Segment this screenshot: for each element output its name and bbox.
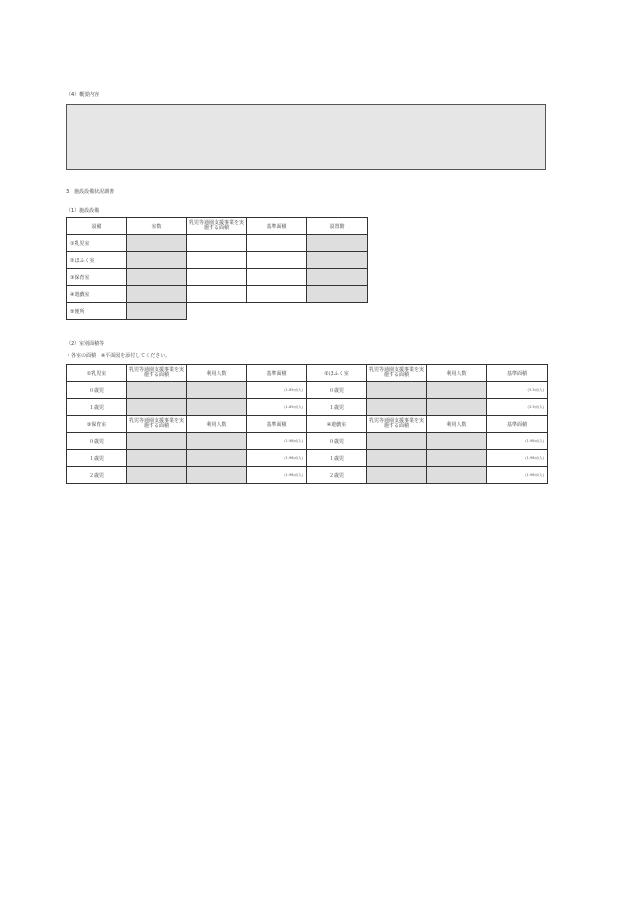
block-header-row (67, 365, 548, 382)
age-label: １歳児 (67, 399, 127, 416)
standard-area-cell[interactable] (247, 286, 307, 303)
header-floor: 設置階 (307, 218, 368, 235)
table-row (67, 450, 548, 467)
age-label: １歳児 (307, 399, 367, 416)
implement-area-cell[interactable] (127, 399, 187, 416)
header-standard-area: 基準面積 (247, 416, 307, 433)
table-row (67, 252, 368, 269)
age-label: ０歳児 (307, 433, 367, 450)
areas-note: ・各室の面積 ※平面図を添付してください。 (66, 353, 171, 359)
header-users: 利用人数 (427, 365, 487, 382)
standard-area-cell[interactable] (247, 269, 307, 286)
header-users: 利用人数 (187, 365, 247, 382)
table-row (67, 382, 548, 399)
standard-area-unit: (1.98㎡/人) (247, 433, 307, 450)
standard-area-cell[interactable] (247, 252, 307, 269)
standard-area-unit: (1.65㎡/人) (247, 382, 307, 399)
header-equipment: 設備 (67, 218, 127, 235)
age-label: ２歳児 (307, 467, 367, 484)
row-label: ④遊戯室 (67, 286, 127, 303)
table-row (67, 235, 368, 252)
users-cell[interactable] (427, 433, 487, 450)
room-count-cell[interactable] (127, 252, 187, 269)
overview-textarea[interactable] (66, 104, 546, 170)
room-count-cell[interactable] (127, 235, 187, 252)
room-label: ④遊戯室 (307, 416, 367, 433)
room-area-table (66, 364, 548, 484)
room-label: ②ほふく室 (307, 365, 367, 382)
implement-area-cell[interactable] (187, 252, 247, 269)
age-label: ０歳児 (67, 433, 127, 450)
users-cell[interactable] (427, 467, 487, 484)
age-label: １歳児 (67, 450, 127, 467)
standard-area-unit: (1.65㎡/人) (247, 399, 307, 416)
implement-area-cell[interactable] (367, 467, 427, 484)
row-label: ②ほふく室 (67, 252, 127, 269)
table-row (67, 303, 368, 320)
room-count-cell[interactable] (127, 286, 187, 303)
row-label: ①乳児室 (67, 235, 127, 252)
section4-title: （4）概要内容 (66, 92, 100, 98)
room-label: ③保育室 (67, 416, 127, 433)
floor-cell[interactable] (307, 252, 368, 269)
users-cell[interactable] (187, 399, 247, 416)
implement-area-cell[interactable] (187, 286, 247, 303)
table-row (67, 433, 548, 450)
standard-area-unit: (1.98㎡/人) (247, 450, 307, 467)
implement-area-cell[interactable] (367, 382, 427, 399)
header-users: 利用人数 (187, 416, 247, 433)
room-label: ①乳児室 (67, 365, 127, 382)
implement-area-cell[interactable] (127, 433, 187, 450)
users-cell[interactable] (187, 433, 247, 450)
implement-area-cell[interactable] (127, 382, 187, 399)
header-standard-area: 基準面積 (247, 365, 307, 382)
standard-area-unit: (3.3㎡/人) (487, 382, 548, 399)
standard-area-unit: (1.98㎡/人) (487, 433, 548, 450)
age-label: １歳児 (307, 450, 367, 467)
standard-area-unit: (1.98㎡/人) (247, 467, 307, 484)
header-implement-area: 乳児等通園支援事業を実施する面積 (127, 365, 187, 382)
floor-cell[interactable] (307, 286, 368, 303)
implement-area-cell[interactable] (367, 433, 427, 450)
users-cell[interactable] (187, 467, 247, 484)
section3-title: 3 施設設備状況調書 (66, 189, 115, 195)
room-count-cell[interactable] (127, 269, 187, 286)
table-row (67, 286, 368, 303)
age-label: ０歳児 (67, 382, 127, 399)
users-cell[interactable] (427, 382, 487, 399)
users-cell[interactable] (427, 399, 487, 416)
floor-cell[interactable] (307, 235, 368, 252)
implement-area-cell[interactable] (127, 450, 187, 467)
age-label: ０歳児 (307, 382, 367, 399)
room-count-cell[interactable] (127, 303, 187, 320)
standard-area-unit: (1.98㎡/人) (487, 450, 548, 467)
facilities-subtitle: （1）施設設備 (66, 208, 100, 214)
table-row (67, 269, 368, 286)
header-standard-area: 基準面積 (487, 365, 548, 382)
header-implement-area: 乳児等通園支援事業を実施する面積 (367, 416, 427, 433)
facilities-header-row (67, 218, 368, 235)
row-label: ③保育室 (67, 269, 127, 286)
header-standard-area: 基準面積 (487, 416, 548, 433)
table-row (67, 467, 548, 484)
header-standard-area: 基準面積 (247, 218, 307, 235)
standard-area-unit: (3.3㎡/人) (487, 399, 548, 416)
header-implement-area: 乳児等通園支援事業を実施する面積 (127, 416, 187, 433)
users-cell[interactable] (187, 382, 247, 399)
standard-area-cell[interactable] (247, 235, 307, 252)
implement-area-cell[interactable] (367, 399, 427, 416)
header-users: 利用人数 (427, 416, 487, 433)
age-label: ２歳児 (67, 467, 127, 484)
header-implement-area: 乳児等通園支援事業を実施する面積 (367, 365, 427, 382)
standard-area-unit: (1.98㎡/人) (487, 467, 548, 484)
users-cell[interactable] (427, 450, 487, 467)
areas-subtitle: （2）室別面積等 (66, 341, 105, 347)
implement-area-cell[interactable] (187, 269, 247, 286)
implement-area-cell[interactable] (187, 235, 247, 252)
table-row (67, 399, 548, 416)
implement-area-cell[interactable] (367, 450, 427, 467)
header-room-count: 室数 (127, 218, 187, 235)
header-implement-area: 乳児等通園支援事業を実施する面積 (187, 218, 247, 235)
row-label: ⑤便所 (67, 303, 127, 320)
block-header-row (67, 416, 548, 433)
implement-area-cell[interactable] (127, 467, 187, 484)
facilities-table (66, 217, 368, 320)
floor-cell[interactable] (307, 269, 368, 286)
users-cell[interactable] (187, 450, 247, 467)
